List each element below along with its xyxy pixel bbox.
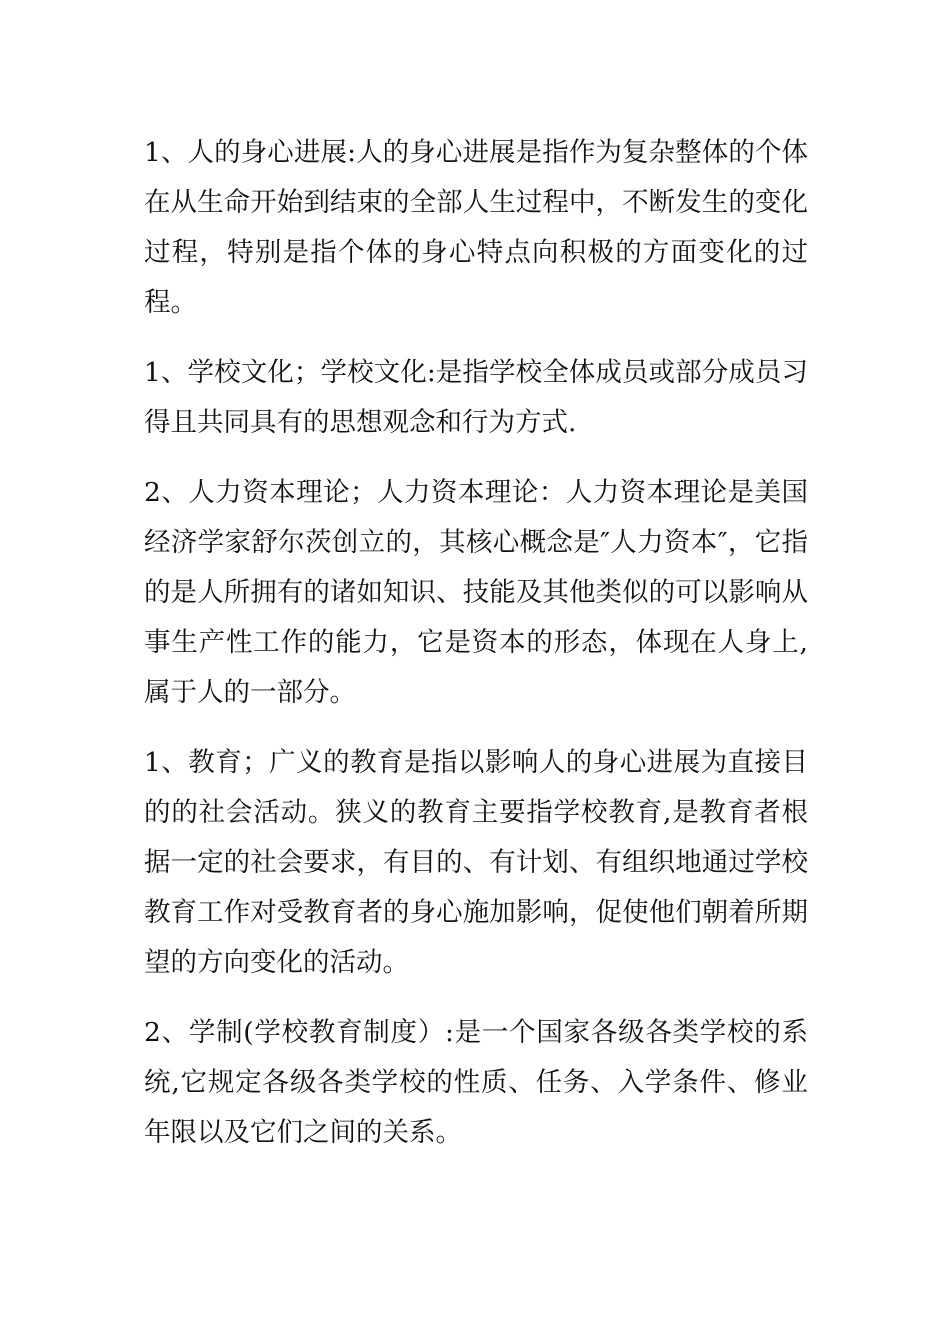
paragraph-human-capital-theory: 2、人力资本理论；人力资本理论：人力资本理论是美国经济学家舒尔茨创立的，其核心概念是″人力资本″，它指的是人所拥有的诸如知识、技能及其他类似的可以影响从事生产性工作的能力，它是资本的形态，体现在人身上,属于人的一部分。 <box>144 477 808 708</box>
paragraph-school-system: 2、学制(学校教育制度）:是一个国家各级各类学校的系统,它规定各级各类学校的性质、任务、入学条件、修业年限以及它们之间的关系。 <box>144 1017 808 1148</box>
paragraph-education: 1、教育；广义的教育是指以影响人的身心进展为直接目的的社会活动。狭义的教育主要指学校教育,是教育者根据一定的社会要求，有目的、有计划、有组织地通过学校教育工作对受教育者的身心施加影响，促使他们朝着所期望的方向变化的活动。 <box>144 747 808 978</box>
paragraph-human-development: 1、人的身心进展:人的身心进展是指作为复杂整体的个体在从生命开始到结束的全部人生过程中，不断发生的变化过程，特别是指个体的身心特点向积极的方面变化的过程。 <box>144 137 808 318</box>
paragraph-school-culture: 1、学校文化；学校文化:是指学校全体成员或部分成员习得且共同具有的思想观念和行为方式. <box>144 357 808 438</box>
document-body <box>144 128 808 1178</box>
